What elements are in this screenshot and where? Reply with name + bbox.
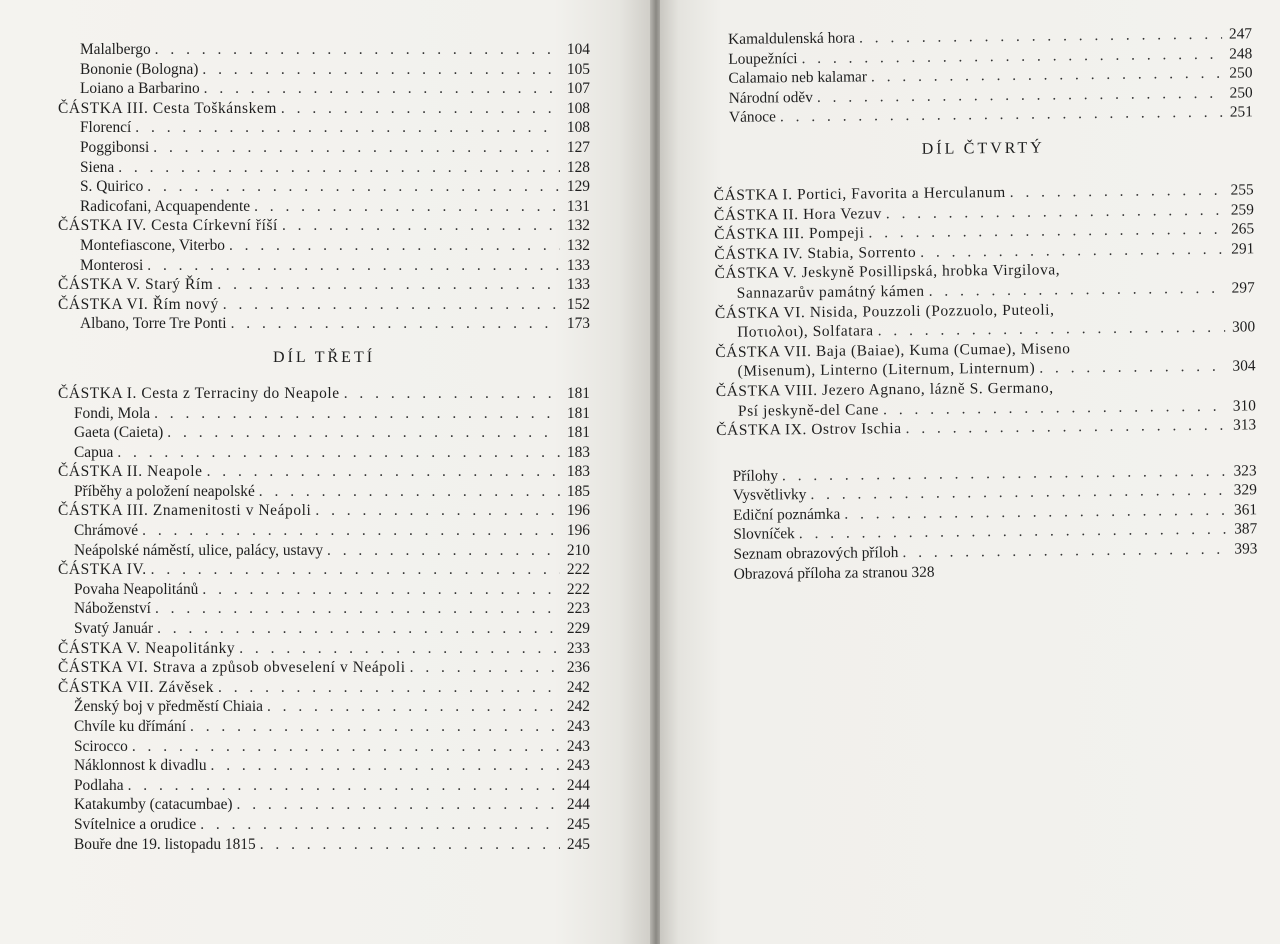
toc-entry-page: 133 xyxy=(566,256,590,274)
dot-leader xyxy=(929,279,1225,302)
toc-appendix-list xyxy=(717,461,1258,565)
toc-entry-title: Monterosi xyxy=(80,256,144,274)
dot-leader xyxy=(202,60,560,80)
dot-leader xyxy=(223,295,560,315)
toc-entry-page: 244 xyxy=(566,776,590,794)
toc-entry-title: Neápolské náměstí, ulice, palácy, ustavy xyxy=(74,541,324,559)
toc-entry xyxy=(58,236,590,256)
toc-entry xyxy=(58,275,590,295)
dot-leader xyxy=(905,416,1226,439)
toc-entry-page: 245 xyxy=(566,835,590,853)
toc-entry xyxy=(58,384,590,404)
dot-leader xyxy=(1010,181,1224,203)
toc-entry-page: 297 xyxy=(1231,279,1255,297)
toc-entry-title: Montefiascone, Viterbo xyxy=(80,236,225,254)
toc-entry-page: 236 xyxy=(566,659,590,677)
toc-entry-title: Loiano a Barbarino xyxy=(80,80,200,98)
dot-leader xyxy=(154,404,560,424)
toc-entry xyxy=(58,40,590,60)
toc-entry xyxy=(58,295,590,315)
toc-entry-title: Gaeta (Caieta) xyxy=(74,424,164,442)
toc-entry-page: 196 xyxy=(566,522,590,540)
toc-entry-title: Calamaio neb kalamar xyxy=(728,68,868,88)
toc-entry xyxy=(58,580,590,600)
toc-entry xyxy=(58,599,590,619)
toc-entry xyxy=(58,521,590,541)
toc-entry-page: 250 xyxy=(1229,84,1253,102)
dot-leader xyxy=(211,756,560,776)
toc-entry-page: 185 xyxy=(566,482,590,500)
toc-entry-title: Chrámové xyxy=(74,522,139,540)
toc-entry-page: 259 xyxy=(1230,200,1254,219)
toc-entry-title: ČÁSTKA I. Portici, Favorita a Herculanum xyxy=(713,183,1006,204)
toc-part4-list xyxy=(714,180,1257,440)
dot-leader xyxy=(902,540,1227,563)
toc-entry-page: 291 xyxy=(1231,240,1255,258)
toc-right xyxy=(712,24,1258,584)
toc-entry-title: Náklonnost k divadlu xyxy=(74,757,207,775)
toc-entry xyxy=(58,79,590,99)
toc-entry-title: Bouře dne 19. listopadu 1815 xyxy=(74,835,256,853)
toc-entry xyxy=(58,423,590,443)
toc-entry-title: ČÁSTKA IV. Stabia, Sorrento xyxy=(714,243,917,263)
toc-entry-page: 243 xyxy=(566,757,590,775)
toc-entry-page: 233 xyxy=(566,639,590,657)
dot-leader xyxy=(135,118,560,138)
toc-entry xyxy=(58,177,590,197)
toc-entry xyxy=(58,462,590,482)
toc-entry-title: Katakumby (catacumbae) xyxy=(74,796,233,814)
dot-leader xyxy=(155,40,560,60)
part4-heading: DÍL ČTVRTÝ xyxy=(921,139,1045,158)
toc-entry-page: 107 xyxy=(566,80,590,98)
toc-entry-title: Příběhy a položení neapolské xyxy=(74,482,255,500)
toc-entry xyxy=(58,118,590,138)
toc-entry-title: ČÁSTKA IV. xyxy=(58,561,147,579)
dot-leader xyxy=(878,318,1226,341)
toc-entry-page: 229 xyxy=(566,620,590,638)
toc-entry-title: (Misenum), Linterno (Liternum, Linternum) xyxy=(737,359,1036,381)
dot-leader xyxy=(260,835,560,855)
toc-entry-title: Radicofani, Acquapendente xyxy=(80,197,251,215)
toc-entry xyxy=(58,482,590,502)
dot-leader xyxy=(217,275,560,295)
dot-leader xyxy=(153,138,560,158)
dot-leader xyxy=(132,737,560,757)
toc-entry xyxy=(58,197,590,217)
dot-leader xyxy=(344,384,560,404)
toc-entry-page: 329 xyxy=(1233,481,1257,499)
toc-entry-page: 248 xyxy=(1229,44,1253,63)
toc-entry-page: 128 xyxy=(566,158,590,176)
toc-entry-line: ČÁSTKA VII. Baja (Baiae), Kuma (Cumae), Miseno xyxy=(715,339,1071,361)
dot-leader xyxy=(237,795,560,815)
toc-entry xyxy=(58,404,590,424)
toc-entry-page: 265 xyxy=(1230,220,1255,238)
toc-right-top-list xyxy=(712,24,1253,128)
toc-entry xyxy=(58,619,590,639)
toc-entry xyxy=(58,60,590,80)
toc-entry-title: ČÁSTKA VI. Strava a způsob obveselení v Neápoli xyxy=(58,659,406,677)
toc-entry xyxy=(58,737,590,757)
toc-entry-page: 104 xyxy=(566,41,590,58)
part3-heading: DÍL TŘETÍ xyxy=(272,348,376,366)
dot-leader xyxy=(157,619,560,639)
toc-part3-list xyxy=(58,384,590,854)
toc-entry-title: Sannazarův památný kámen xyxy=(736,282,925,302)
dot-leader xyxy=(190,717,560,737)
toc-entry-page: 387 xyxy=(1234,520,1258,539)
toc-entry xyxy=(58,314,590,334)
toc-entry-title: Ediční poznámka xyxy=(732,505,841,524)
toc-entry-page: 304 xyxy=(1232,357,1256,375)
toc-entry-title: Malalbergo xyxy=(80,41,151,58)
toc-entry-page: 173 xyxy=(566,315,590,333)
toc-left xyxy=(58,40,590,854)
toc-entry-page: 105 xyxy=(566,60,590,78)
dot-leader xyxy=(142,521,560,541)
dot-leader xyxy=(147,256,560,276)
toc-entry xyxy=(58,158,590,178)
toc-entry xyxy=(58,776,590,796)
dot-leader xyxy=(780,103,1223,127)
toc-entry xyxy=(58,99,590,119)
toc-entry-page: 244 xyxy=(566,796,590,814)
dot-leader xyxy=(1039,357,1225,379)
toc-entry-page: 183 xyxy=(566,443,590,461)
toc-entry-page: 132 xyxy=(566,236,590,254)
toc-entry-page: 310 xyxy=(1232,396,1257,415)
toc-entry-title: ČÁSTKA III. Cesta Toškánskem xyxy=(58,99,277,117)
dot-leader xyxy=(151,560,560,580)
toc-entry-title: S. Quirico xyxy=(80,178,144,196)
toc-entry-page: 183 xyxy=(566,463,590,481)
toc-entry-page: 243 xyxy=(566,737,590,755)
toc-entry-title: ČÁSTKA VII. Závěsek xyxy=(58,678,215,696)
toc-entry-line: ČÁSTKA VIII. Jezero Agnano, lázně S. Germano, xyxy=(715,379,1054,400)
toc-entry-page: 313 xyxy=(1232,416,1257,434)
toc-entry xyxy=(58,697,590,717)
toc-entry xyxy=(58,639,590,659)
toc-entry-title: Bononie (Bologna) xyxy=(80,60,199,78)
toc-entry-page: 242 xyxy=(566,678,590,696)
toc-entry-title: Seznam obrazových příloh xyxy=(733,544,899,563)
dot-leader xyxy=(155,599,560,619)
toc-entry-title: Vysvětlivky xyxy=(732,486,807,505)
toc-entry-title: Albano, Torre Tre Ponti xyxy=(80,315,227,333)
dot-leader xyxy=(231,314,560,334)
toc-entry-page: 361 xyxy=(1233,501,1258,519)
toc-entry-page: 255 xyxy=(1230,181,1254,199)
toc-entry-page: 131 xyxy=(566,197,590,215)
toc-entry-page: 251 xyxy=(1229,103,1253,121)
toc-entry-page: 247 xyxy=(1228,25,1253,43)
toc-entry-page: 152 xyxy=(566,295,590,313)
dot-leader xyxy=(920,239,1224,262)
dot-leader xyxy=(229,236,560,256)
toc-entry-title: Capua xyxy=(74,443,114,461)
toc-entry-title: Svítelnice a orudice xyxy=(74,815,197,833)
toc-entry xyxy=(58,756,590,776)
dot-leader xyxy=(327,541,560,561)
toc-entry-page: 393 xyxy=(1234,540,1258,558)
toc-entry xyxy=(58,678,590,698)
toc-entry-page: 222 xyxy=(566,561,590,579)
toc-entry-title: Ženský boj v předměstí Chiaia xyxy=(74,698,263,716)
toc-entry-page: 250 xyxy=(1229,64,1253,82)
dot-leader xyxy=(117,443,560,463)
dot-leader xyxy=(207,462,560,482)
toc-entry xyxy=(58,216,590,236)
toc-entry-page: 108 xyxy=(566,119,590,137)
toc-entry-page: 129 xyxy=(566,178,590,196)
toc-entry-page: 210 xyxy=(566,541,590,559)
toc-entry-title: Svatý Január xyxy=(74,620,154,638)
toc-entry-page: 133 xyxy=(566,276,590,294)
dot-leader xyxy=(254,197,560,217)
toc-entry xyxy=(58,815,590,835)
toc-entry xyxy=(58,560,590,580)
toc-entry-title: Chvíle ku dřímání xyxy=(74,718,186,735)
dot-leader xyxy=(167,423,560,443)
dot-leader xyxy=(200,815,560,835)
toc-entry xyxy=(58,541,590,561)
toc-entry-title: Kamaldulenská hora xyxy=(728,29,856,48)
dot-leader xyxy=(315,501,560,521)
dot-leader xyxy=(239,639,560,659)
toc-entry xyxy=(58,795,590,815)
toc-entry-page: 222 xyxy=(566,580,590,598)
toc-entry xyxy=(58,835,590,855)
toc-entry-page: 127 xyxy=(566,138,590,156)
dot-leader xyxy=(147,177,560,197)
toc-entry-page: 132 xyxy=(566,217,590,235)
toc-entry-title: ČÁSTKA I. Cesta z Terraciny do Neapole xyxy=(58,384,340,402)
toc-entry-title: Fondi, Mola xyxy=(74,404,151,422)
toc-entry-page: 108 xyxy=(566,99,590,117)
toc-entry-page: 245 xyxy=(566,815,590,833)
appendix-last-line: Obrazová příloha za stranou 328 xyxy=(733,563,935,583)
toc-entry xyxy=(58,138,590,158)
toc-entry-title: Florencí xyxy=(80,119,132,137)
toc-entry-title: Loupežníci xyxy=(728,49,798,68)
dot-leader xyxy=(128,776,560,796)
toc-entry-title: Slovníček xyxy=(733,525,795,544)
toc-entry-title: Povaha Neapolitánů xyxy=(74,580,199,598)
toc-entry-title: ČÁSTKA III. Pompeji xyxy=(714,224,865,244)
toc-entry xyxy=(58,256,590,276)
toc-entry-title: ČÁSTKA II. Hora Vezuv xyxy=(713,204,882,224)
dot-leader xyxy=(202,580,560,600)
toc-entry-line: ČÁSTKA V. Jeskyně Posillipská, hrobka Virgilova, xyxy=(714,261,1061,283)
dot-leader xyxy=(281,99,560,119)
toc-entry-page: 181 xyxy=(566,384,590,402)
dot-leader xyxy=(118,158,560,178)
dot-leader xyxy=(259,482,560,502)
toc-left-top-list xyxy=(58,40,590,334)
toc-entry-title: Psí jeskyně-del Cane xyxy=(737,400,880,420)
toc-entry xyxy=(58,658,590,678)
toc-entry-line: ČÁSTKA VI. Nisida, Pouzzoli (Pozzuolo, Puteoli, xyxy=(714,300,1055,322)
toc-entry-page: 243 xyxy=(566,718,590,735)
toc-entry xyxy=(58,717,590,737)
toc-entry-page: 323 xyxy=(1233,462,1257,480)
toc-entry-title: Podlaha xyxy=(74,776,124,794)
toc-entry-title: Poggibonsi xyxy=(80,138,150,156)
toc-entry-title: ČÁSTKA II. Neapole xyxy=(58,463,203,481)
toc-entry-title: Přílohy xyxy=(732,467,779,485)
toc-entry-page: 223 xyxy=(566,600,590,618)
toc-entry-page: 196 xyxy=(566,502,590,520)
dot-leader xyxy=(267,697,560,717)
toc-entry-page: 300 xyxy=(1231,318,1256,336)
dot-leader xyxy=(204,79,560,99)
toc-entry xyxy=(58,443,590,463)
toc-entry-title: Scirocco xyxy=(74,737,128,755)
toc-entry-title: ČÁSTKA VI. Řím nový xyxy=(58,295,219,313)
toc-entry-title: ČÁSTKA V. Neapolitánky xyxy=(58,639,236,657)
toc-entry xyxy=(58,501,590,521)
toc-entry-title: Siena xyxy=(80,158,115,176)
toc-entry-title: ČÁSTKA IV. Cesta Církevní říší xyxy=(58,217,278,235)
toc-entry-page: 181 xyxy=(566,404,590,422)
toc-entry-title: ČÁSTKA IX. Ostrov Ischia xyxy=(716,420,902,440)
toc-entry-title: Vánoce xyxy=(728,108,777,127)
dot-leader xyxy=(218,678,560,698)
dot-leader xyxy=(282,216,560,236)
toc-entry-title: Ποτιολοι), Solfatara xyxy=(737,322,874,341)
toc-entry-title: ČÁSTKA V. Starý Řím xyxy=(58,276,214,294)
toc-entry-page: 242 xyxy=(566,698,590,716)
toc-entry-title: Národní oděv xyxy=(728,88,814,107)
toc-entry-page: 181 xyxy=(566,424,590,442)
toc-entry-title: Náboženství xyxy=(74,600,151,618)
dot-leader xyxy=(410,658,560,678)
toc-entry-title: ČÁSTKA III. Znamenitosti v Neápoli xyxy=(58,502,312,520)
